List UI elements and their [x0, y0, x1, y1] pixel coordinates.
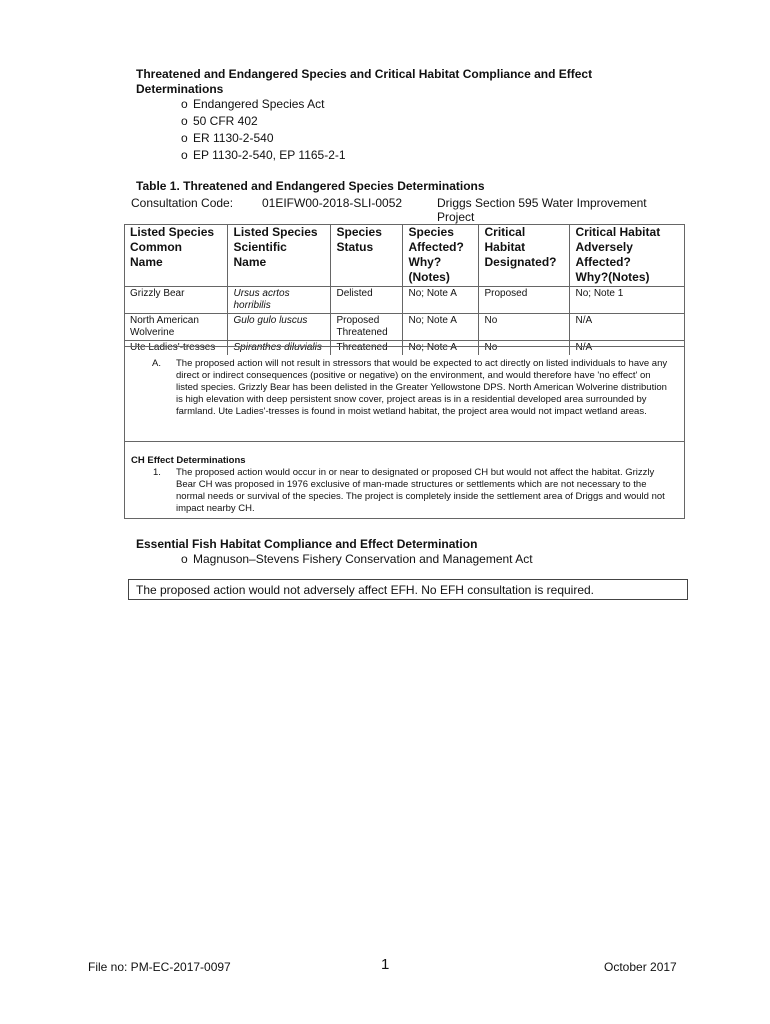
cell-ch-affected: No; Note 1 [569, 287, 685, 314]
cell-ch-designated: Proposed [478, 287, 569, 314]
list-item: o ER 1130-2-540 [181, 131, 274, 145]
note-a-label: A. [152, 358, 161, 369]
consultation-label: Consultation Code: [131, 196, 234, 210]
header-common-name: Listed Species Common Name [130, 225, 215, 269]
ch-effect-section [131, 455, 671, 515]
cell-affected: No; Note A [402, 314, 478, 341]
cell-common-name: North American Wolverine [124, 314, 227, 341]
header-species-affected: Species Affected? Why? (Notes) [402, 224, 478, 287]
cell-ch-designated: No [478, 314, 569, 341]
cell-ch-affected: N/A [569, 341, 685, 356]
cell-common-name: Grizzly Bear [124, 287, 227, 314]
section-title-line2: Determinations [136, 82, 224, 96]
cell-common-name: Ute Ladies'-tresses [124, 341, 227, 356]
section-title [136, 67, 592, 97]
cell-status: Proposed Threatened [330, 314, 402, 341]
divider [124, 441, 685, 442]
cell-ch-affected: N/A [569, 314, 685, 341]
ch-note [153, 467, 671, 515]
regulation-list [181, 96, 346, 164]
footer-date: October 2017 [604, 960, 677, 974]
cell-status: Threatened [330, 341, 402, 356]
cell-status: Delisted [330, 287, 402, 314]
ch-note-text: The proposed action would occur in or near to designated or proposed CH but would not affect the habitat. Grizzly Bear CH was proposed in 1976 exclusive of man-made structures or settlements which are not necessary to the normal needs or survival of the species. The project is completely inside the settlement area of Driggs and would not impact nearby CH. [176, 467, 665, 514]
species-table [124, 224, 685, 355]
cell-scientific-name: Spiranthes diluvialis [227, 341, 330, 356]
cell-affected: No; Note A [402, 287, 478, 314]
section-title-line1: Threatened and Endangered Species and Critical Habitat Compliance and Effect [136, 67, 593, 81]
cell-ch-designated: No [478, 341, 569, 356]
note-a [152, 358, 672, 418]
file-number: File no: PM-EC-2017-0097 [88, 960, 231, 974]
list-item: o EP 1130-2-540, EP 1165-2-1 [181, 148, 346, 162]
consultation-code: 01EIFW00-2018-SLI-0052 [262, 196, 403, 210]
cell-scientific-name: Gulo gulo luscus [227, 314, 330, 341]
project-name: Driggs Section 595 Water Improvement Project [437, 196, 647, 224]
table-row [124, 287, 685, 314]
list-item: o Endangered Species Act [181, 97, 325, 111]
list-item: o 50 CFR 402 [181, 114, 258, 128]
table-title: Table 1. Threatened and Endangered Species Determinations [136, 179, 485, 193]
table-header-row [124, 224, 685, 287]
efh-determination-box: The proposed action would not adversely affect EFH. No EFH consultation is required. [128, 579, 688, 600]
ch-note-label: 1. [153, 467, 161, 478]
page-number: 1 [381, 956, 390, 973]
note-a-text: The proposed action will not result in stressors that would be expected to act directly on listed individuals to have any direct or indirect consequences (positive or negative) on the environment, and would therefore have 'no effect' on listed species. Grizzly Bear has been delisted in the Greater Yellowstone DPS. North American Wolverine distribution is high elevation with deep persistent snow cover, project areas is in a residential developed area surrounded by farmland. Ute Ladies'-tresses is found in moist wetland habitat, the project area would not impact wetland areas. [176, 358, 668, 417]
cell-affected: No; Note A [402, 341, 478, 356]
efh-title: Essential Fish Habitat Compliance and Effect Determination [136, 537, 478, 551]
header-ch-designated: Critical Habitat Designated? [478, 224, 569, 287]
table-row [124, 314, 685, 341]
header-ch-affected: Critical Habitat Adversely Affected? Why?(Notes) [569, 224, 685, 287]
header-scientific-name: Listed Species Scientific Name [227, 224, 330, 287]
cell-scientific-name: Ursus acrtos horribilis [227, 287, 330, 314]
ch-heading: CH Effect Determinations [131, 455, 246, 466]
efh-list-item: o Magnuson–Stevens Fishery Conservation and Management Act [181, 552, 533, 566]
header-species-status: Species Status [330, 224, 402, 287]
